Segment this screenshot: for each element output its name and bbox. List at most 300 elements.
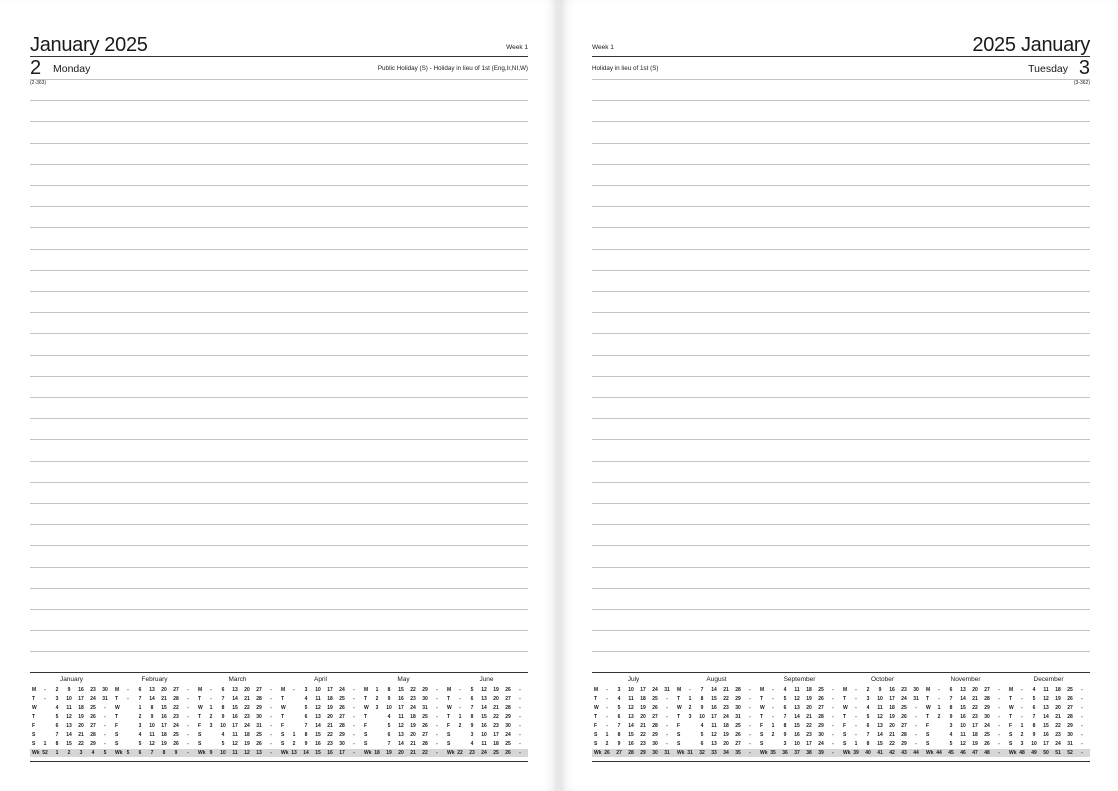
date-cell: 21 [972, 696, 978, 702]
date-cell: 7 [55, 732, 59, 738]
date-cell: 20 [640, 714, 646, 720]
weekday-row [675, 695, 758, 703]
weekday-label: F [198, 723, 202, 729]
date-cell: 5 [304, 705, 308, 711]
date-cell: 12 [628, 705, 634, 711]
date-cell: 36 [782, 750, 788, 756]
date-cell: 8 [150, 705, 154, 711]
date-cell: 16 [960, 714, 966, 720]
date-cell: 13 [960, 687, 966, 693]
date-cell: 21 [161, 696, 167, 702]
date-cell: 34 [723, 750, 729, 756]
date-cell: 26 [901, 714, 907, 720]
date-cell: - [519, 723, 521, 729]
date-cell: 25 [90, 705, 96, 711]
weekday-label: S [447, 732, 451, 738]
weekday-label: Wk [843, 750, 851, 756]
date-cell: - [1021, 705, 1023, 711]
weekday-label: F [760, 723, 764, 729]
weekday-row [758, 731, 841, 739]
date-cell: 42 [889, 750, 895, 756]
date-cell: - [519, 732, 521, 738]
date-cell: 43 [901, 750, 907, 756]
month-title: 2025 January [972, 34, 1090, 56]
date-cell: 24 [244, 723, 250, 729]
writing-line [592, 482, 1090, 483]
date-cell: - [436, 687, 438, 693]
writing-line [592, 609, 1090, 610]
date-cell: 7 [617, 723, 621, 729]
date-cell: 23 [806, 732, 812, 738]
date-cell: 11 [1043, 687, 1049, 693]
writing-line [592, 143, 1090, 144]
weekday-row [1007, 686, 1090, 694]
date-cell: - [938, 696, 940, 702]
date-cell: 3 [209, 723, 213, 729]
date-cell: - [915, 741, 917, 747]
date-cell: 30 [256, 714, 262, 720]
date-cell: 22 [457, 750, 463, 756]
date-cell: 4 [91, 750, 95, 756]
date-cell: 16 [481, 723, 487, 729]
weekday-label: Wk [760, 750, 768, 756]
date-cell: - [998, 714, 1000, 720]
weekday-row [30, 713, 113, 721]
weekday-label: S [594, 732, 598, 738]
date-cell: 2 [1020, 732, 1024, 738]
date-cell: 20 [889, 723, 895, 729]
weekday-row [362, 722, 445, 730]
day-number: 2 [30, 57, 42, 79]
date-cell: 13 [628, 714, 634, 720]
date-cell: 15 [481, 714, 487, 720]
date-cell: 11 [877, 705, 883, 711]
date-cell: 30 [652, 741, 658, 747]
weekday-row [592, 686, 675, 694]
weekday-label: Wk [364, 750, 372, 756]
date-cell: - [127, 696, 129, 702]
mini-calendar-january [30, 673, 113, 759]
date-cell: 3 [783, 741, 787, 747]
date-cell: 23 [901, 687, 907, 693]
weekday-row [924, 713, 1007, 721]
date-cell: - [772, 705, 774, 711]
weekday-row [1007, 704, 1090, 712]
date-cell: 20 [493, 696, 499, 702]
date-cell: 21 [723, 687, 729, 693]
date-cell: - [606, 696, 608, 702]
date-cell: 31 [422, 705, 428, 711]
date-cell: 23 [173, 714, 179, 720]
date-cell: 11 [398, 714, 404, 720]
date-cell: 19 [493, 687, 499, 693]
date-cell: 31 [256, 723, 262, 729]
date-cell: 7 [138, 696, 142, 702]
date-cell: 23 [469, 750, 475, 756]
date-cell: 29 [818, 723, 824, 729]
date-cell: 23 [640, 741, 646, 747]
date-cell: - [519, 696, 521, 702]
date-cell: - [855, 732, 857, 738]
date-cell: 44 [913, 750, 919, 756]
date-cell: 15 [315, 750, 321, 756]
date-cell: 15 [66, 741, 72, 747]
date-cell: 47 [972, 750, 978, 756]
date-cell: 6 [470, 696, 474, 702]
weekday-row [592, 695, 675, 703]
date-cell: 22 [173, 705, 179, 711]
weekday-label: F [364, 723, 368, 729]
weekday-row [758, 704, 841, 712]
weekday-row [924, 731, 1007, 739]
weekday-label: F [1009, 723, 1013, 729]
weekday-label: M [198, 687, 203, 693]
date-cell: 10 [960, 723, 966, 729]
writing-line [30, 651, 528, 652]
date-cell: 26 [1067, 696, 1073, 702]
date-cell: - [436, 741, 438, 747]
date-cell: 11 [149, 732, 155, 738]
mini-calendar-month-name: January [59, 676, 84, 683]
date-cell: - [270, 714, 272, 720]
weekday-label: W [447, 705, 452, 711]
date-cell: 29 [1067, 723, 1073, 729]
date-cell: 19 [1055, 696, 1061, 702]
date-cell: 29 [256, 705, 262, 711]
date-cell: 44 [936, 750, 942, 756]
date-cell: 9 [783, 732, 787, 738]
date-cell: 19 [972, 741, 978, 747]
mini-calendar-month-name: June [479, 676, 494, 683]
date-cell: 28 [256, 696, 262, 702]
date-cell: 20 [327, 714, 333, 720]
weekday-label: S [281, 741, 285, 747]
writing-line [30, 312, 528, 313]
week-number-row [30, 749, 113, 757]
date-cell: 14 [1043, 714, 1049, 720]
date-cell: 10 [481, 732, 487, 738]
date-cell: 7 [470, 705, 474, 711]
mini-calendar-month-name: December [1033, 676, 1064, 683]
date-cell: 2 [375, 696, 379, 702]
date-cell: - [210, 696, 212, 702]
weekday-row [30, 695, 113, 703]
writing-line [30, 545, 528, 546]
date-cell: 4 [617, 696, 621, 702]
date-cell: 17 [640, 687, 646, 693]
date-cell: 2 [866, 687, 870, 693]
date-cell: 9 [617, 741, 621, 747]
date-cell: 11 [794, 687, 800, 693]
date-cell: 2 [458, 723, 462, 729]
writing-line [30, 100, 528, 101]
date-cell: 12 [1043, 696, 1049, 702]
weekday-row [675, 686, 758, 694]
mini-calendar-july [592, 673, 675, 759]
weekday-label: T [760, 696, 764, 702]
writing-line [592, 524, 1090, 525]
weekday-label: T [760, 714, 764, 720]
date-cell: 27 [652, 714, 658, 720]
writing-line [592, 121, 1090, 122]
weekday-label: Wk [281, 750, 289, 756]
weekday-label: M [677, 687, 682, 693]
writing-line [30, 461, 528, 462]
date-cell: 3 [688, 714, 692, 720]
weekday-row [841, 704, 924, 712]
date-cell: 16 [161, 714, 167, 720]
date-cell: - [855, 696, 857, 702]
date-cell: 24 [339, 687, 345, 693]
weekday-row [841, 731, 924, 739]
writing-line [592, 397, 1090, 398]
date-cell: 15 [794, 723, 800, 729]
weekday-row [758, 722, 841, 730]
date-cell: - [187, 732, 189, 738]
weekday-row [675, 740, 758, 748]
weekday-label: T [594, 714, 598, 720]
date-cell: 13 [291, 750, 297, 756]
date-cell: 19 [410, 723, 416, 729]
date-cell: 13 [315, 714, 321, 720]
date-cell: 18 [640, 696, 646, 702]
weekday-label: Wk [198, 750, 206, 756]
date-cell: 26 [652, 705, 658, 711]
date-cell: 26 [505, 750, 511, 756]
date-cell: - [749, 714, 751, 720]
weekday-row [30, 740, 113, 748]
date-cell: 26 [505, 687, 511, 693]
date-cell: 3 [949, 723, 953, 729]
weekday-row [675, 704, 758, 712]
writing-line [30, 376, 528, 377]
date-cell: 1 [854, 741, 858, 747]
date-cell: 19 [161, 741, 167, 747]
date-cell: 13 [481, 696, 487, 702]
date-cell: 10 [386, 705, 392, 711]
date-cell: 11 [628, 696, 634, 702]
date-cell: 15 [877, 741, 883, 747]
weekday-label: T [1009, 696, 1013, 702]
weekday-row [592, 704, 675, 712]
date-cell: 26 [818, 696, 824, 702]
date-cell: - [1021, 714, 1023, 720]
date-cell: 11 [232, 750, 238, 756]
date-cell: 11 [960, 732, 966, 738]
weekday-label: T [364, 696, 368, 702]
weekday-label: W [677, 705, 682, 711]
date-cell: 40 [865, 750, 871, 756]
date-cell: 29 [901, 741, 907, 747]
date-cell: 17 [972, 723, 978, 729]
date-cell: 17 [232, 723, 238, 729]
date-cell: 15 [628, 732, 634, 738]
date-cell: 22 [327, 732, 333, 738]
weekday-label: F [926, 723, 930, 729]
weekday-row [30, 731, 113, 739]
date-cell: - [187, 741, 189, 747]
date-cell: - [666, 723, 668, 729]
date-cell: 8 [700, 696, 704, 702]
date-cell: - [436, 723, 438, 729]
date-cell: 24 [505, 732, 511, 738]
weekday-label: F [447, 723, 451, 729]
date-cell: 21 [410, 750, 416, 756]
date-cell: 11 [481, 741, 487, 747]
date-cell: 26 [735, 732, 741, 738]
weekday-label: T [364, 714, 368, 720]
weekday-label: S [926, 732, 930, 738]
weekday-label: W [32, 705, 37, 711]
date-cell: 18 [244, 732, 250, 738]
date-cell: 5 [949, 741, 953, 747]
date-cell: - [749, 750, 751, 756]
weekday-label: S [677, 741, 681, 747]
writing-line [30, 397, 528, 398]
date-cell: 13 [877, 723, 883, 729]
weekday-label: S [198, 741, 202, 747]
date-cell: 21 [244, 696, 250, 702]
date-cell: 8 [221, 705, 225, 711]
weekday-label: M [760, 687, 765, 693]
date-cell: - [436, 705, 438, 711]
date-cell: 14 [794, 714, 800, 720]
weekday-label: S [32, 741, 36, 747]
date-cell: 27 [984, 687, 990, 693]
date-cell: 7 [221, 696, 225, 702]
date-cell: 51 [1055, 750, 1061, 756]
weekday-row [113, 686, 196, 694]
mini-calendar-march [196, 673, 279, 759]
date-cell: 19 [78, 714, 84, 720]
writing-line [592, 79, 1090, 80]
date-cell: 5 [103, 750, 107, 756]
weekday-row [279, 740, 362, 748]
weekday-row [362, 731, 445, 739]
date-cell: 13 [398, 732, 404, 738]
date-cell: 7 [700, 687, 704, 693]
date-cell: - [353, 741, 355, 747]
date-cell: 1 [605, 732, 609, 738]
date-cell: 5 [221, 741, 225, 747]
date-cell: 6 [949, 687, 953, 693]
date-cell: 12 [244, 750, 250, 756]
writing-line [30, 143, 528, 144]
date-cell: 19 [723, 732, 729, 738]
date-cell: 24 [723, 714, 729, 720]
date-cell: 5 [126, 750, 130, 756]
date-cell: - [606, 705, 608, 711]
weekday-label: S [115, 741, 119, 747]
weekday-label: T [926, 696, 930, 702]
date-cell: 21 [78, 732, 84, 738]
date-cell: 8 [949, 705, 953, 711]
mini-calendar-month-name: October [870, 676, 895, 683]
writing-line [30, 567, 528, 568]
date-cell: 1 [937, 705, 941, 711]
date-cell: - [749, 696, 751, 702]
weekday-row [758, 686, 841, 694]
date-cell: 12 [960, 741, 966, 747]
date-cell: 5 [783, 696, 787, 702]
date-cell: 2 [138, 714, 142, 720]
date-cell: 23 [723, 705, 729, 711]
date-cell: 13 [1043, 705, 1049, 711]
date-cell: 18 [410, 714, 416, 720]
date-cell: - [44, 687, 46, 693]
mini-calendar-month-name: November [950, 676, 981, 683]
date-cell: 2 [771, 732, 775, 738]
date-cell: - [606, 687, 608, 693]
writing-line [30, 503, 528, 504]
date-cell: 4 [387, 714, 391, 720]
date-cell: 5 [700, 732, 704, 738]
weekday-row [279, 686, 362, 694]
date-cell: 27 [616, 750, 622, 756]
date-cell: - [606, 723, 608, 729]
day-number: 3 [1078, 57, 1090, 79]
date-cell: 30 [818, 732, 824, 738]
date-cell: 7 [1032, 714, 1036, 720]
date-cell: - [519, 750, 521, 756]
right-page [560, 0, 1118, 791]
date-cell: 1 [771, 723, 775, 729]
date-cell: 6 [1032, 705, 1036, 711]
date-cell: - [749, 741, 751, 747]
date-cell: 28 [339, 723, 345, 729]
weekday-label: T [1009, 714, 1013, 720]
date-cell: 14 [398, 741, 404, 747]
date-cell: 24 [173, 723, 179, 729]
date-cell: - [187, 696, 189, 702]
date-cell: 16 [628, 741, 634, 747]
weekday-row [924, 686, 1007, 694]
date-cell: 14 [711, 687, 717, 693]
weekday-row [113, 722, 196, 730]
weekday-row [924, 722, 1007, 730]
writing-line [592, 588, 1090, 589]
weekday-label: S [1009, 732, 1013, 738]
date-cell: - [1081, 750, 1083, 756]
weekday-row [841, 695, 924, 703]
weekday-row [445, 695, 528, 703]
weekday-label: M [843, 687, 848, 693]
date-cell: 11 [315, 696, 321, 702]
weekday-row [1007, 740, 1090, 748]
weekday-row [592, 731, 675, 739]
weekday-row [841, 722, 924, 730]
weekday-label: T [677, 696, 681, 702]
date-cell: 15 [161, 705, 167, 711]
date-cell: 27 [901, 723, 907, 729]
date-cell: 20 [78, 723, 84, 729]
mini-calendar-month-name: May [397, 676, 410, 683]
date-cell: 11 [711, 723, 717, 729]
weekday-label: S [447, 741, 451, 747]
date-cell: 10 [220, 723, 226, 729]
date-cell: - [998, 696, 1000, 702]
weekday-row [1007, 731, 1090, 739]
day-name: Tuesday [1028, 63, 1068, 75]
date-cell: - [459, 687, 461, 693]
date-cell: - [832, 705, 834, 711]
date-cell: 12 [481, 687, 487, 693]
weekday-label: S [843, 741, 847, 747]
weekday-row [113, 740, 196, 748]
date-cell: 23 [972, 714, 978, 720]
date-cell: 41 [877, 750, 883, 756]
date-cell: - [938, 687, 940, 693]
